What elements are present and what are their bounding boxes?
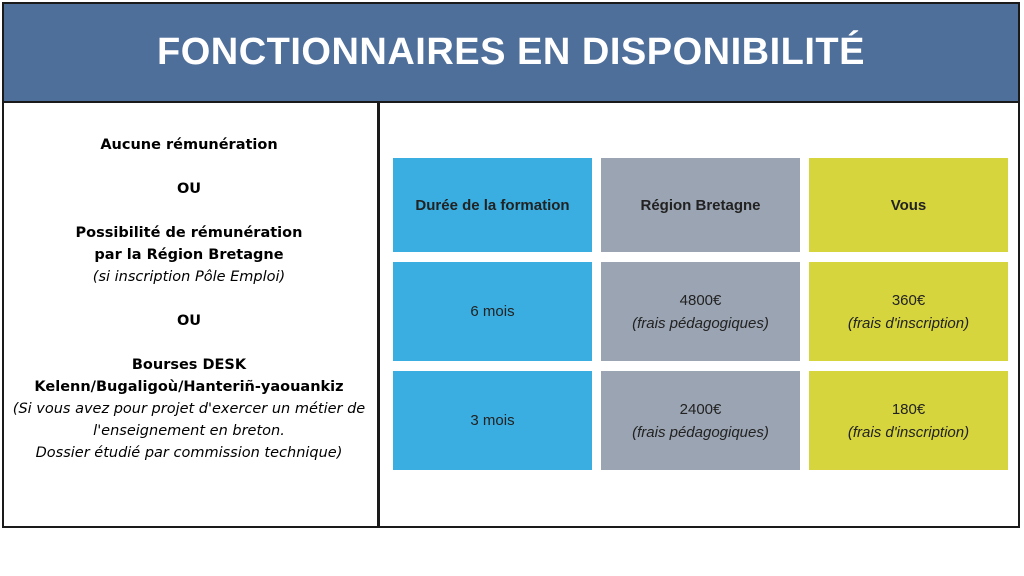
option-desk-note-2: l'enseignement en breton. [93, 423, 285, 439]
option-desk-note-3: Dossier étudié par commission technique) [35, 445, 343, 461]
option-desk-line2: Kelenn/Bugaligoù/Hanteriñ-yaouankiz [34, 379, 344, 395]
region-cell-6-months [601, 262, 800, 361]
column-divider [377, 103, 380, 528]
option-desk-line1: Bourses DESK [131, 357, 247, 373]
separator-or: OU [176, 181, 202, 197]
region-note: (frais pédagogiques) [632, 423, 769, 441]
header-you [809, 158, 1008, 252]
option-region-line1: Possibilité de rémunération [75, 225, 303, 241]
header-duration [393, 158, 592, 252]
duration-cell-3-months [393, 371, 592, 470]
you-cell-3-months [809, 371, 1008, 470]
region-cell-3-months [601, 371, 800, 470]
separator-or: OU [176, 313, 202, 329]
title-banner [2, 2, 1020, 103]
region-amount: 2400€ [679, 400, 722, 418]
you-cell-6-months [809, 262, 1008, 361]
duration-value: 3 mois [470, 412, 515, 429]
region-amount: 4800€ [679, 291, 722, 309]
remuneration-options [4, 134, 374, 464]
you-note: (frais d'inscription) [847, 423, 970, 441]
header-duration-label: Durée de la formation [415, 196, 570, 214]
header-region-label: Région Bretagne [640, 196, 761, 214]
option-region-line2: par la Région Bretagne [94, 247, 284, 263]
region-note: (frais pédagogiques) [632, 314, 769, 332]
option-desk-note-1: (Si vous avez pour projet d'exercer un métier de [12, 401, 366, 417]
option-no-pay: Aucune rémunération [100, 137, 278, 153]
header-you-label: Vous [890, 196, 927, 214]
page-title: FONCTIONNAIRES EN DISPONIBILITÉ [157, 31, 865, 73]
header-region [601, 158, 800, 252]
you-amount: 360€ [891, 291, 926, 309]
you-amount: 180€ [891, 400, 926, 418]
duration-cell-6-months [393, 262, 592, 361]
you-note: (frais d'inscription) [847, 314, 970, 332]
option-region-note: (si inscription Pôle Emploi) [92, 269, 286, 285]
duration-value: 6 mois [470, 303, 515, 320]
